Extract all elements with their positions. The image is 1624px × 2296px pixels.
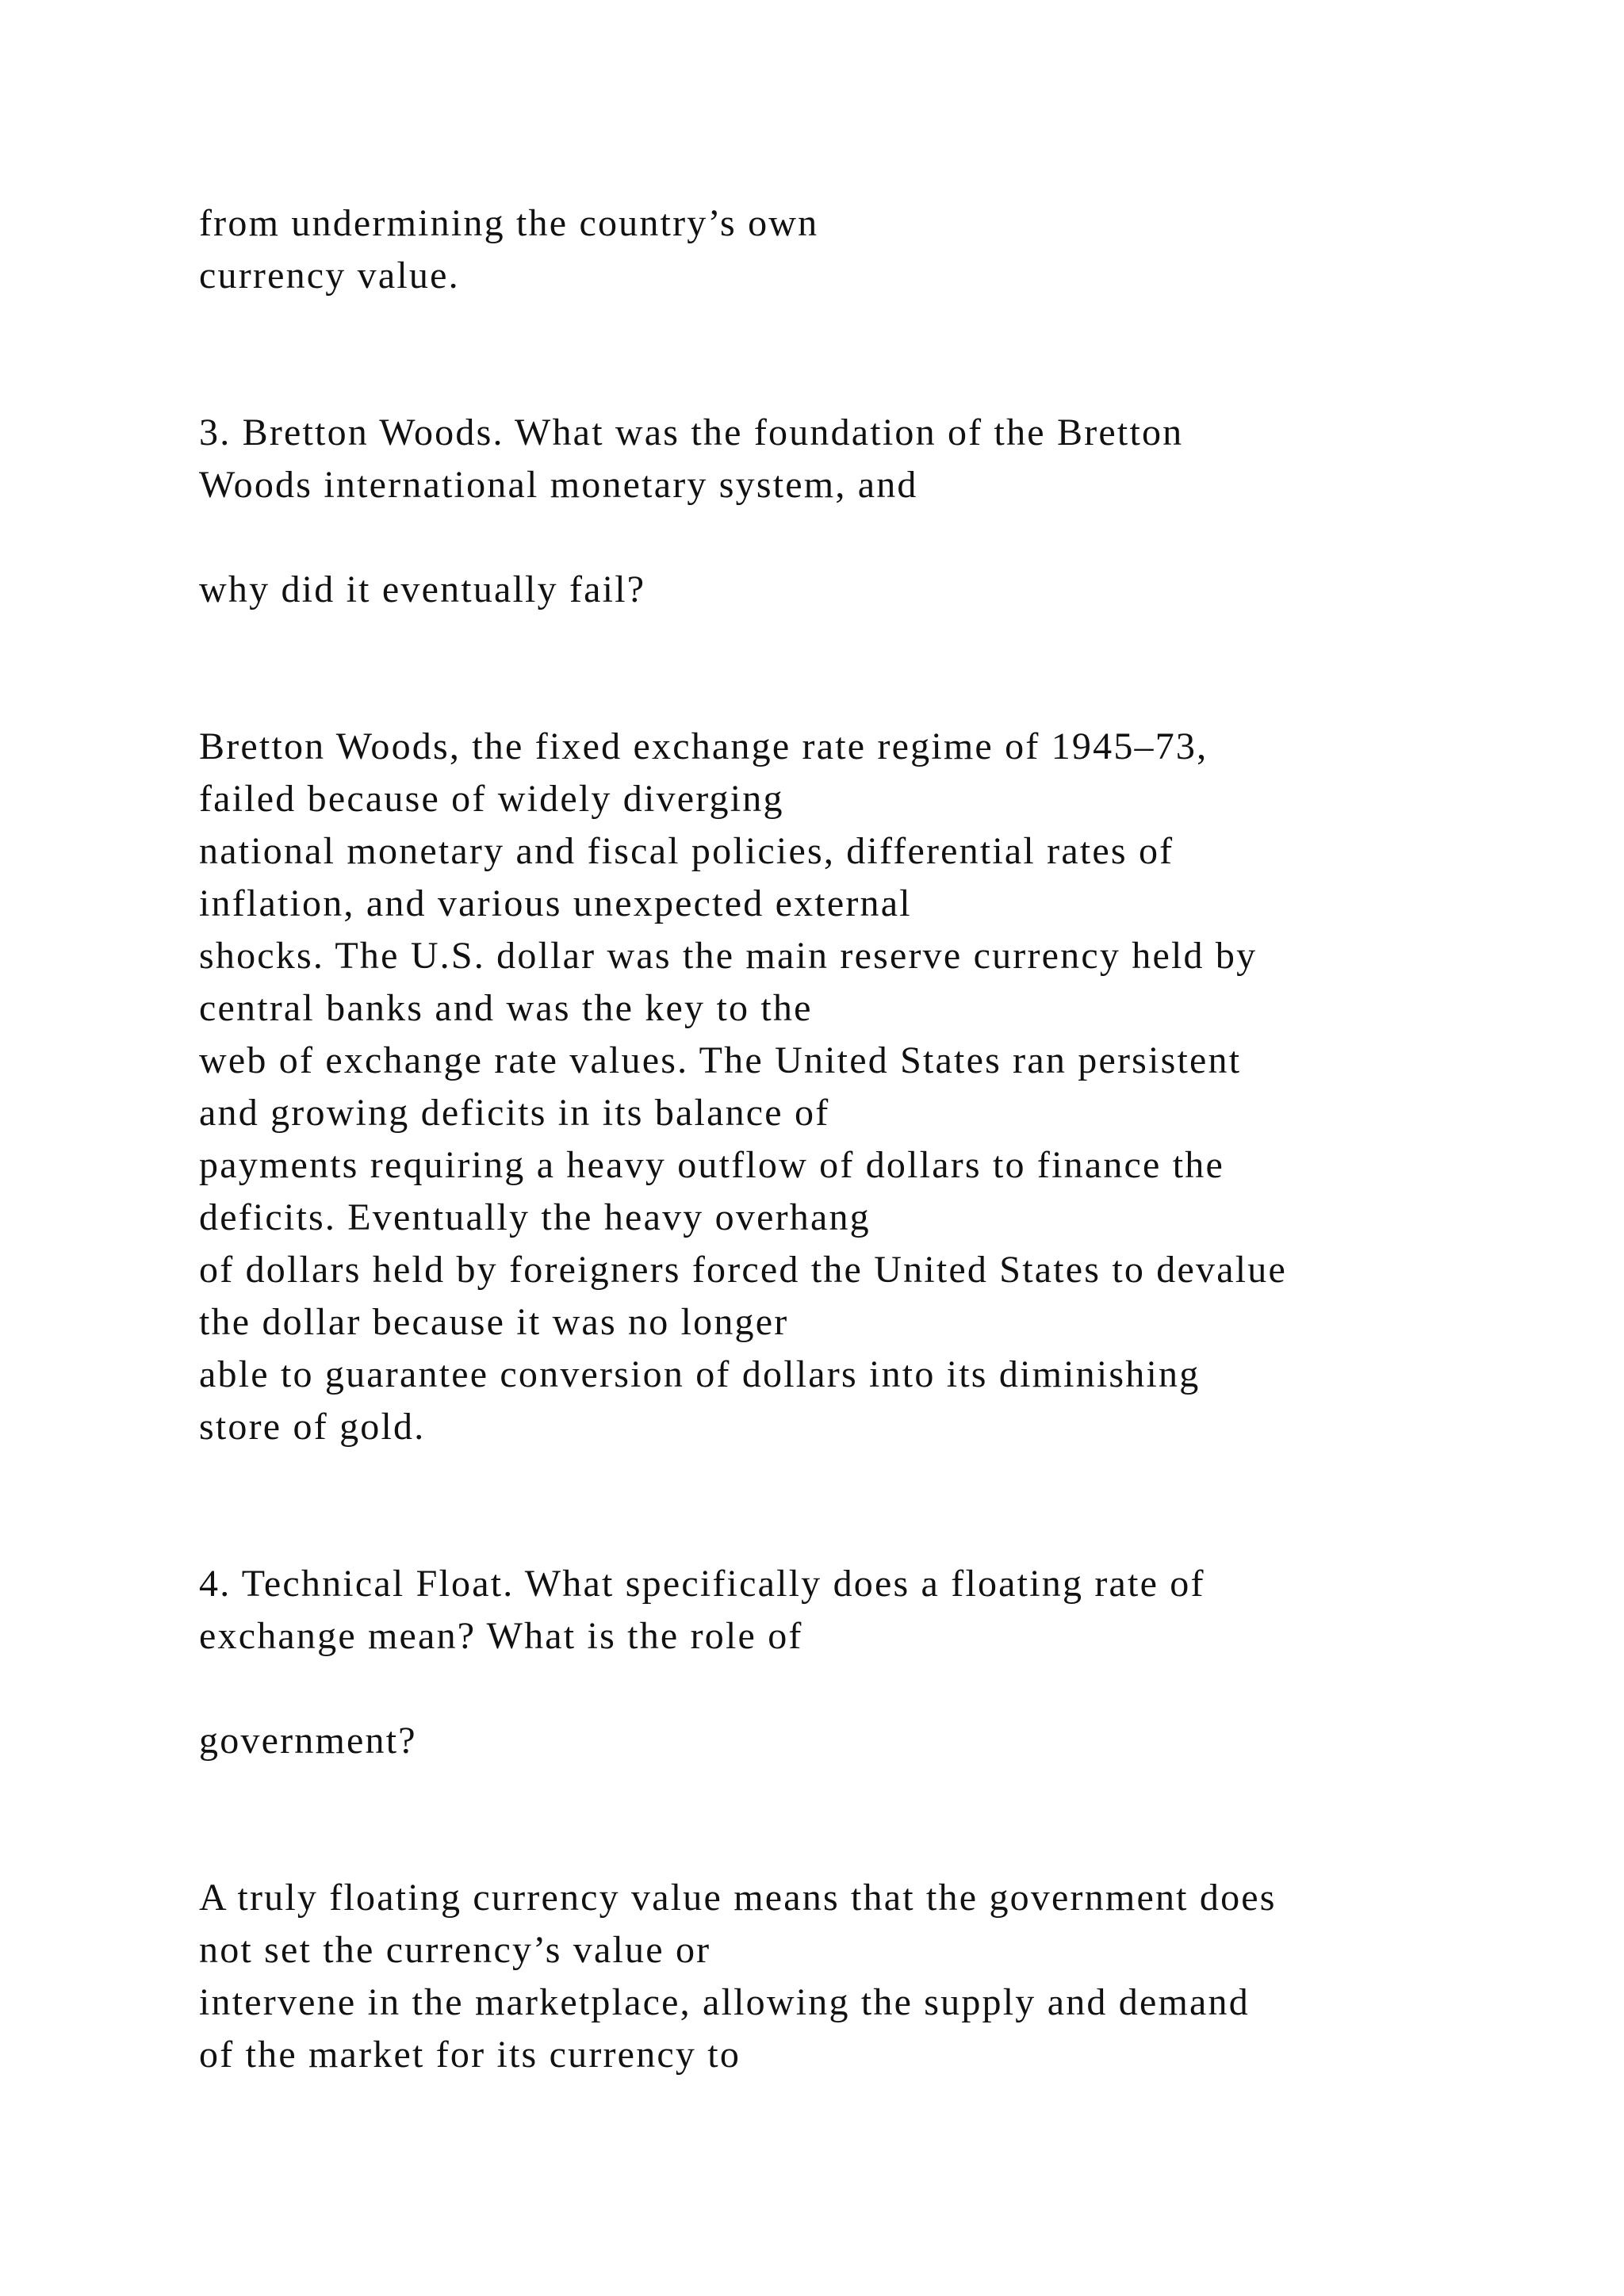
question-4-heading: government? — [199, 1720, 417, 1762]
question-4-heading: exchange mean? What is the role of — [199, 1615, 803, 1657]
question-3-heading: why did it eventually fail? — [199, 568, 646, 610]
answer-3-line: and growing deficits in its balance of — [199, 1092, 830, 1134]
answer-4-line: intervene in the marketplace, allowing the supply and demand — [199, 1981, 1250, 2023]
question-3-heading: Woods international monetary system, and — [199, 464, 918, 506]
answer-3-line: failed because of widely diverging — [199, 778, 784, 820]
question-3-heading: 3. Bretton Woods. What was the foundation of the Bretton — [199, 411, 1184, 453]
answer-4-line: A truly floating currency value means that the government does — [199, 1877, 1277, 1919]
answer-3-line: able to guarantee conversion of dollars into its diminishing — [199, 1353, 1201, 1395]
answer-3-line: of dollars held by foreigners forced the United States to devalue — [199, 1249, 1287, 1291]
answer-3-line: web of exchange rate values. The United States ran persistent — [199, 1039, 1242, 1081]
answer-3-line: national monetary and fiscal policies, differential rates of — [199, 830, 1174, 872]
question-4-heading: 4. Technical Float. What specifically does a floating rate of — [199, 1563, 1205, 1605]
answer-4-line: not set the currency’s value or — [199, 1929, 711, 1971]
answer-3-line: Bretton Woods, the fixed exchange rate regime of 1945–73, — [199, 725, 1208, 767]
answer-3-line: shocks. The U.S. dollar was the main reserve currency held by — [199, 935, 1258, 977]
answer-4-line: of the market for its currency to — [199, 2034, 741, 2076]
answer-3-line: deficits. Eventually the heavy overhang — [199, 1196, 871, 1238]
answer-3-line: store of gold. — [199, 1406, 426, 1448]
text-line: from undermining the country’s own — [199, 202, 819, 244]
answer-3-line: the dollar because it was no longer — [199, 1301, 789, 1343]
answer-3-line: central banks and was the key to the — [199, 987, 813, 1029]
answer-3-line: payments requiring a heavy outflow of dollars to finance the — [199, 1144, 1224, 1186]
text-line: currency value. — [199, 254, 460, 297]
answer-3-line: inflation, and various unexpected external — [199, 882, 912, 924]
